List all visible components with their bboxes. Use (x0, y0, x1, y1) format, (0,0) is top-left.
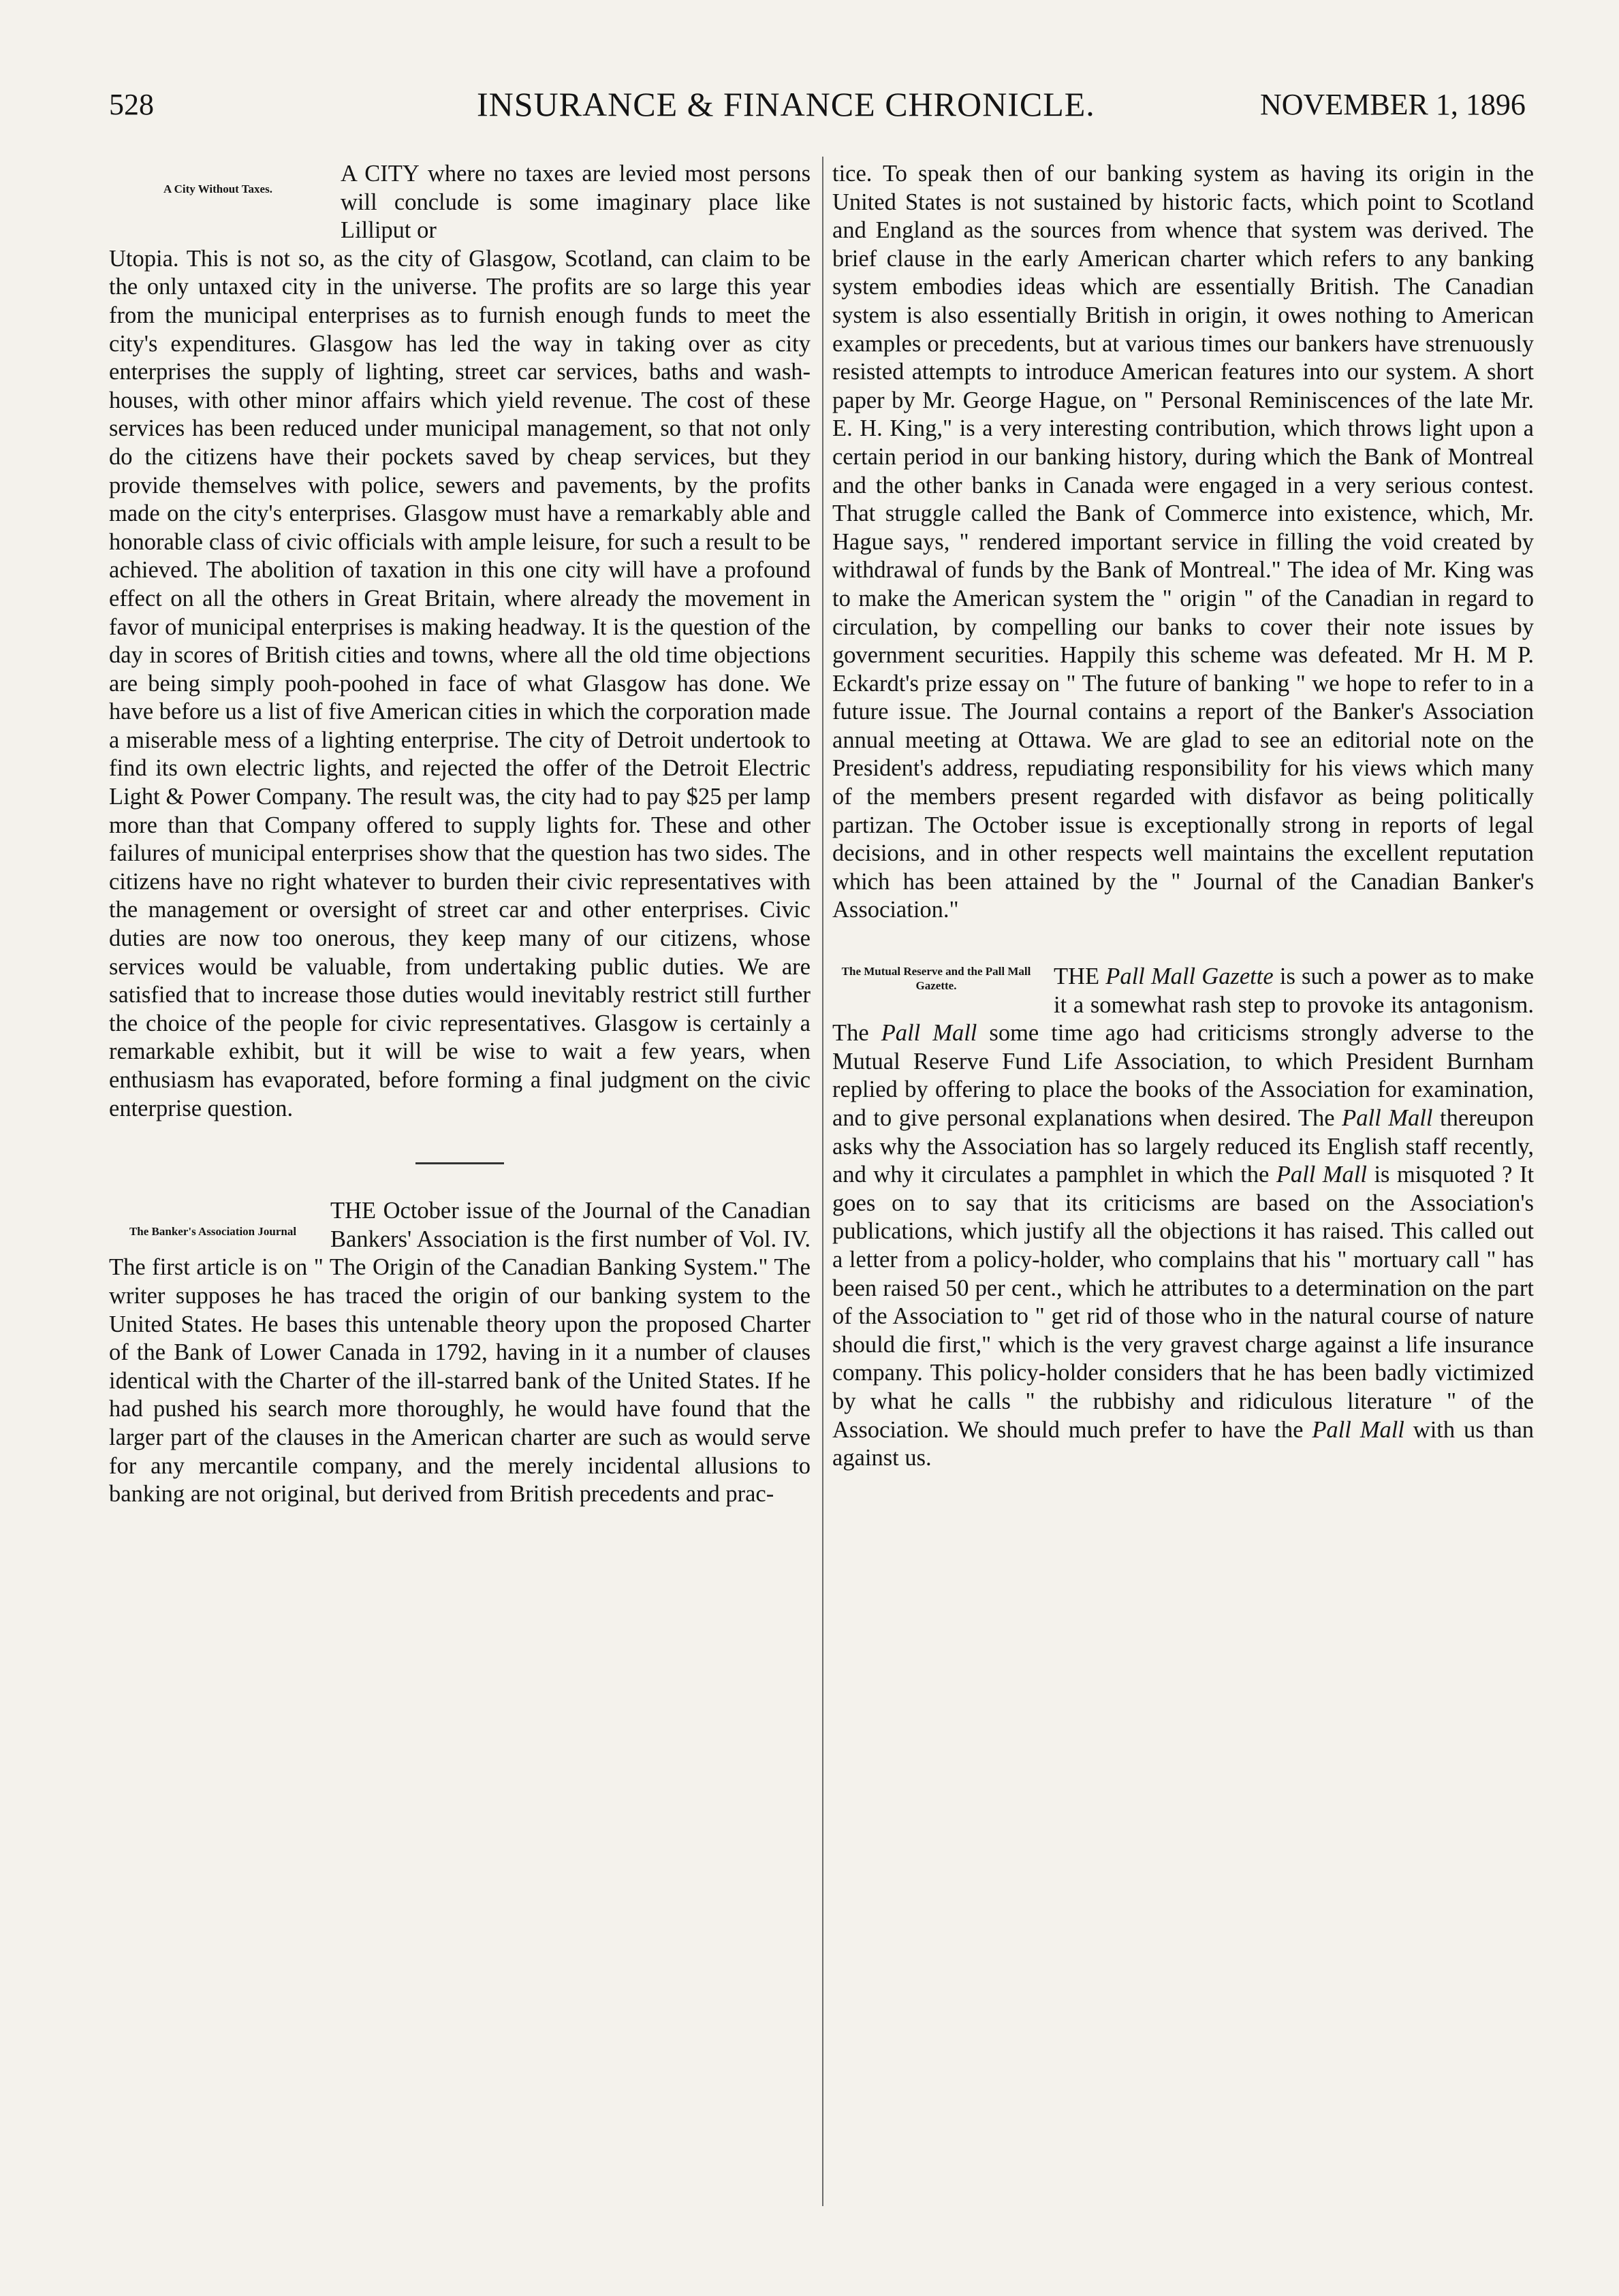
article-body-left (109, 1197, 811, 1509)
body-text: October issue of the Journal of the Canadian Bankers' Association is the first number of Vol. IV. The first article is on " The Origin of the Canadian Banking System." The writer supposes he has traced the origin of our banking system to the United States. He bases this untenable theory upon the proposed Charter of the Bank of Lower Canada in 1792, having in it a number of clauses identical with the Charter of the ill-starred bank of the United States. If he had pushed his search more thoroughly, he would have found that the larger part of the clauses in the American charter are such as would serve for any mercantile company, and the merely incidental allusions to banking are not original, but derived from British precedents and prac- (109, 1198, 811, 1508)
article-city-without-taxes (109, 160, 811, 1123)
sidenote-mutual-reserve: The Mutual Reserve and the Pall Mall Gazette. (841, 965, 1031, 993)
column-divider (822, 157, 823, 2206)
body-text: is such a power as to make it a somewhat rash step to provoke its antagonism. The (832, 963, 1535, 1047)
intro-text: where no taxes are levied most persons will conclude is some imaginary place like Lilliput or (341, 161, 811, 244)
section-rule (415, 1162, 504, 1164)
article-bankers-journal (109, 1197, 811, 1509)
right-column (832, 160, 1534, 1473)
publication-name: Pall Mall (1342, 1105, 1433, 1131)
sidenote-city-without-taxes: A City Without Taxes. (163, 182, 272, 195)
article-body (832, 963, 1534, 1473)
body-text: is misquoted ? It goes on to say that its criticisms are based on the Association's publications, which justify all the objections it has raised. This called out a letter from a policy-holder, who complains that his " mortuary call " has been raised 50 per cent., which he attributes to a determination on the part of the Association to " get rid of those who in the natural course of nature should die first," which is the very gravest charge against a life insurance company. This policy-holder considers that he has been badly victimized by what he calls " the rubbishy and ridiculous literature " of the Association. We should much prefer to have the (832, 1162, 1535, 1443)
lead-in: THE (1054, 963, 1100, 990)
publication-name: Pall Mall (1312, 1416, 1404, 1443)
left-column (109, 160, 811, 1509)
publication-title: INSURANCE & FINANCE CHRONICLE. (477, 85, 1095, 123)
issue-date: NOVEMBER 1, 1896 (1260, 88, 1526, 121)
body-text: some time ago had criticisms strongly adverse to the Mutual Reserve Fund Life Association, to which President Burnham replied by offering to place the books of the Association for examination, and to give personal explanations when desired. The (832, 1020, 1535, 1131)
page-number: 528 (109, 88, 154, 121)
sidenote-bankers-journal: The Banker's Association Journal (129, 1225, 297, 1239)
lead-in: THE (330, 1198, 377, 1224)
body-text: with us than against us. (832, 1416, 1535, 1471)
publication-name: Pall Mall (1276, 1162, 1367, 1188)
article-body-right: tice. To speak then of our banking system as having its origin in the United States is not sustained by historic facts, which point to Scotland and England as the sources from whence that system was derived. The brief clause in the early American charter which refers to any banking system embodies ideas which are essentially British. The Canadian system is also essentially British in origin, it owes nothing to American examples or precedents, but at various times our bankers have strenuously resisted attempts to introduce American features into our system. A short paper by Mr. George Hague, on " Personal Reminiscences of the late Mr. E. H. King," is a very interesting contribution, which throws light upon a certain period in our banking history, during which the Bank of Montreal and the other banks in Canada were engaged in a very serious contest. That struggle called the Bank of Commerce into existence, which, Mr. Hague says, " rendered important service in filling the void created by withdrawal of funds by the Bank of Montreal." The idea of Mr. King was to make the American system the " origin " of the Canadian in regard to circulation, by compelling our banks to cover their note issues by government securities. Happily this scheme was defeated. Mr H. M P. Eckardt's prize essay on " The future of banking " we hope to refer to in a future issue. The Journal contains a report of the Banker's Association annual meeting at Ottawa. We are glad to see an editorial note on the President's address, repudiating responsibility for his views which many of the members present regarded with disfavor as being politically partizan. The October issue is exceptionally strong in reports of legal decisions, and in other respects well maintains the excellent reputation which has been attained by the " Journal of the Canadian Banker's Association." (832, 161, 1534, 923)
lead-in: A CITY (341, 161, 420, 187)
publication-name: Pall Mall (881, 1020, 977, 1047)
publication-name: Pall Mall Gazette (1105, 963, 1274, 990)
article-mutual-reserve (832, 963, 1534, 1473)
article-body: Utopia. This is not so, as the city of Glasgow, Scotland, can claim to be the only untaxed city in the universe. The profits are so large this year from the municipal enterprises as to furnish enough funds to meet the city's expenditures. Glasgow has led the way in taking over as city enterprises the supply of lighting, street car services, baths and wash-houses, with other minor affairs which yield revenue. The cost of these services has been reduced under municipal management, so that not only do the citizens have their pockets saved by cheap services, but they provide themselves with police, sewers and pavements, by the profits made on the city's enterprises. Glasgow must have a remarkably able and honorable class of civic officials with ample leisure, for such a result to be achieved. The abolition of taxation in this one city will have a profound effect on all the others in Great Britain, where already the movement in favor of municipal enterprises is making headway. It is the question of the day in scores of British cities and towns, where all the old time objections are being simply pooh-poohed in face of what Glasgow has done. We have before us a list of five American cities in which the corporation made a miserable mess of a lighting enterprise. The city of Detroit undertook to find its own electric lights, and rejected the offer of the Detroit Electric Light & Power Company. The result was, the city had to pay $25 per lamp more than that Company offered to supply lights for. These and other failures of municipal enterprises show that the question has two sides. The citizens have no right whatever to burden their civic representatives with the management or oversight of street car and other enterprises. Civic duties are now too onerous, they keep many of our citizens, whose services would be valuable, from undertaking public duties. We are satisfied that to increase those duties would inevitably restrict still further the choice of the people for civic representatives. Glasgow is certainly a remarkable exhibit, but it will be wise to wait a few years, when enthusiasm has evaporated, before forming a final judgment on the civic enterprise question. (109, 245, 811, 1121)
body-text: thereupon asks why the Association has so largely reduced its English staff recently, and why it circulates a pamphlet in which the (832, 1105, 1534, 1188)
article-intro (341, 160, 811, 245)
